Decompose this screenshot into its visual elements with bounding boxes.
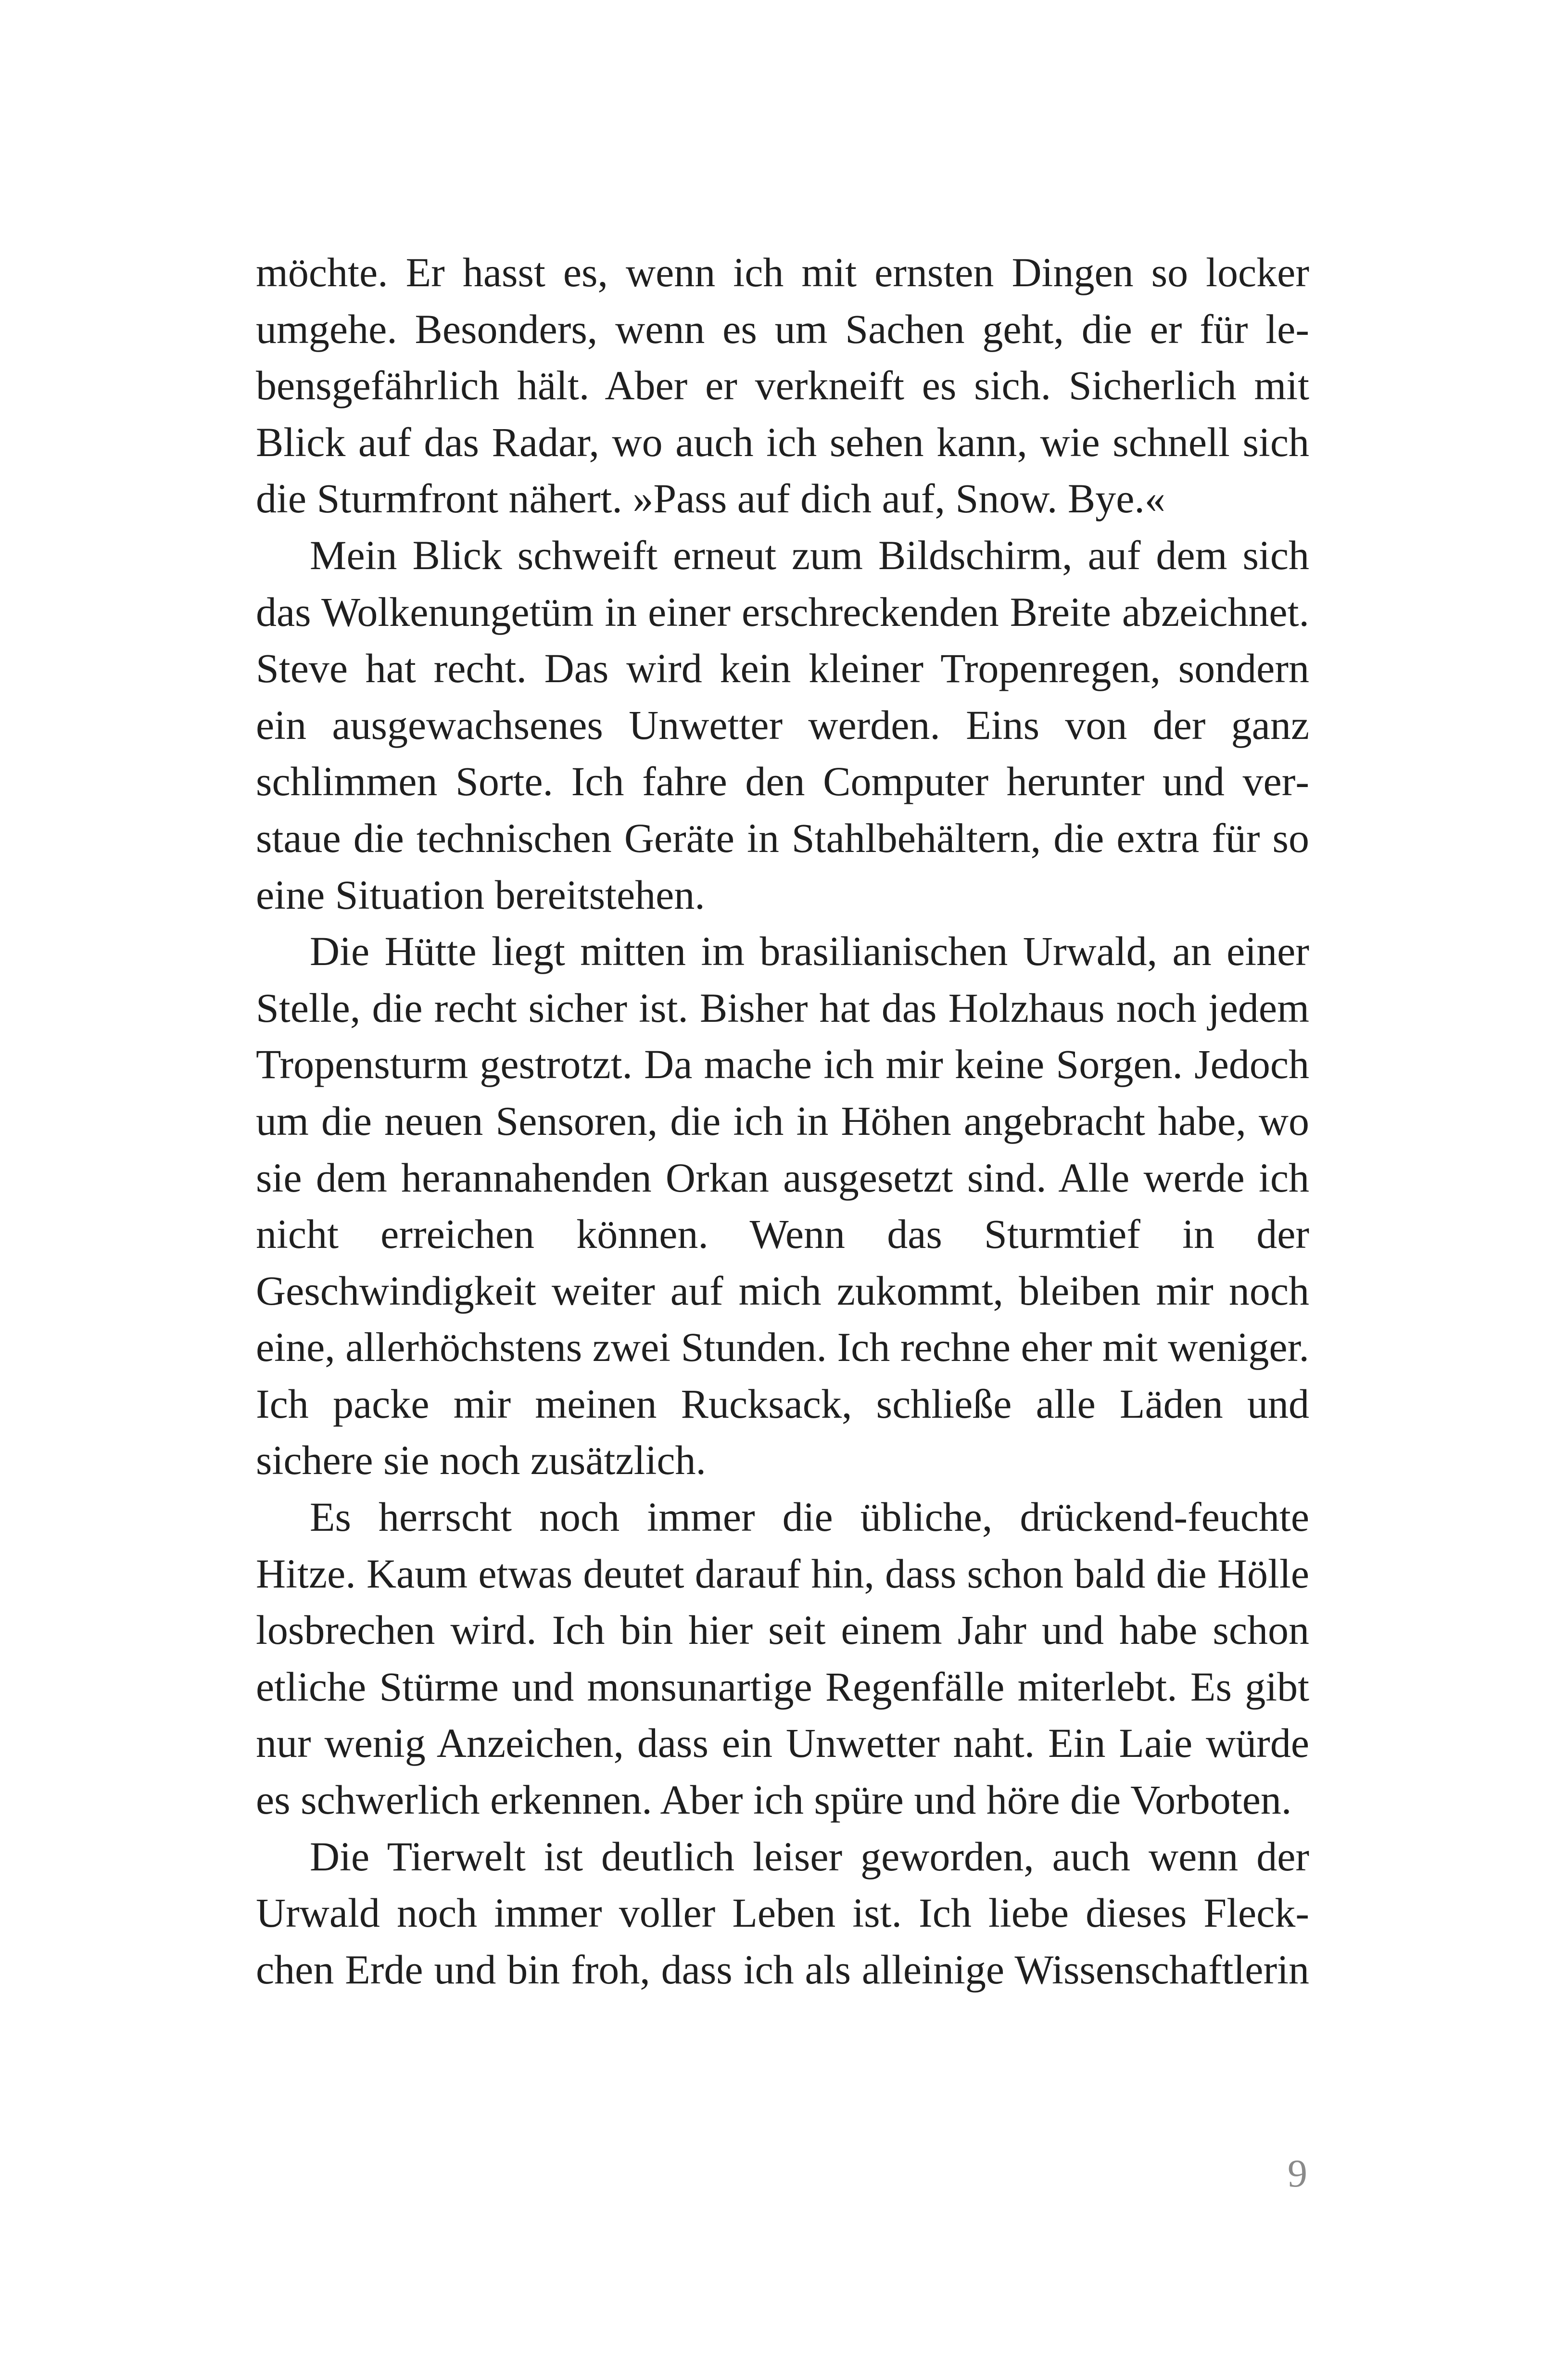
- paragraph-5: Die Tierwelt ist deutlich leiser geworden, auch wenn der Urwald noch immer voller Leben ist. Ich liebe dieses Fleckchen Erde und bin froh, dass ich als alleinige Wissenschaftlerin: [256, 1833, 1309, 1993]
- paragraph-2: Mein Blick schweift erneut zum Bildschirm, auf dem sich das Wolkenungetüm in einer erschreckenden Breite abzeichnet. Steve hat recht. Das wird kein kleiner Tropenregen, sondern ein ausgewachsenes Unwetter werden. Eins von der ganz schlimmen Sorte. Ich fahre den Computer herunter und verstaue die technischen Geräte in Stahlbehältern, die extra für so eine Situation bereitstehen.: [256, 532, 1309, 918]
- body-text: [256, 244, 1309, 1998]
- page-number: 9: [1288, 2151, 1307, 2195]
- paragraph-3: Die Hütte liegt mitten im brasilianischen Urwald, an einer Stelle, die recht sicher ist. Bisher hat das Holzhaus noch jedem Tropensturm gestrotzt. Da mache ich mir keine Sorgen. Jedoch um die neuen Sensoren, die ich in Höhen angebracht habe, wo sie dem herannahenden Orkan ausgesetzt sind. Alle werde ich nicht erreichen können. Wenn das Sturmtief in der Geschwindigkeit weiter auf mich zukommt, bleiben mir noch eine, allerhöchstens zwei Stunden. Ich rechne eher mit weniger. Ich packe mir meinen Rucksack, schließe alle Läden und sichere sie noch zusätzlich.: [256, 928, 1309, 1484]
- paragraph-4: Es herrscht noch immer die übliche, drückend-feuchte Hitze. Kaum etwas deutet darauf hin, dass schon bald die Hölle losbrechen wird. Ich bin hier seit einem Jahr und habe schon etliche Stürme und monsunartige Regenfälle miterlebt. Es gibt nur wenig Anzeichen, dass ein Unwetter naht. Ein Laie würde es schwerlich erkennen. Aber ich spüre und höre die Vorboten.: [256, 1494, 1309, 1823]
- paragraph-1: möchte. Er hasst es, wenn ich mit ernsten Dingen so locker umgehe. Besonders, wenn es um Sachen geht, die er für lebensgefährlich hält. Aber er verkneift es sich. Sicherlich mit Blick auf das Radar, wo auch ich sehen kann, wie schnell sich die Sturmfront nähert. »Pass auf dich auf, Snow. Bye.«: [256, 249, 1309, 522]
